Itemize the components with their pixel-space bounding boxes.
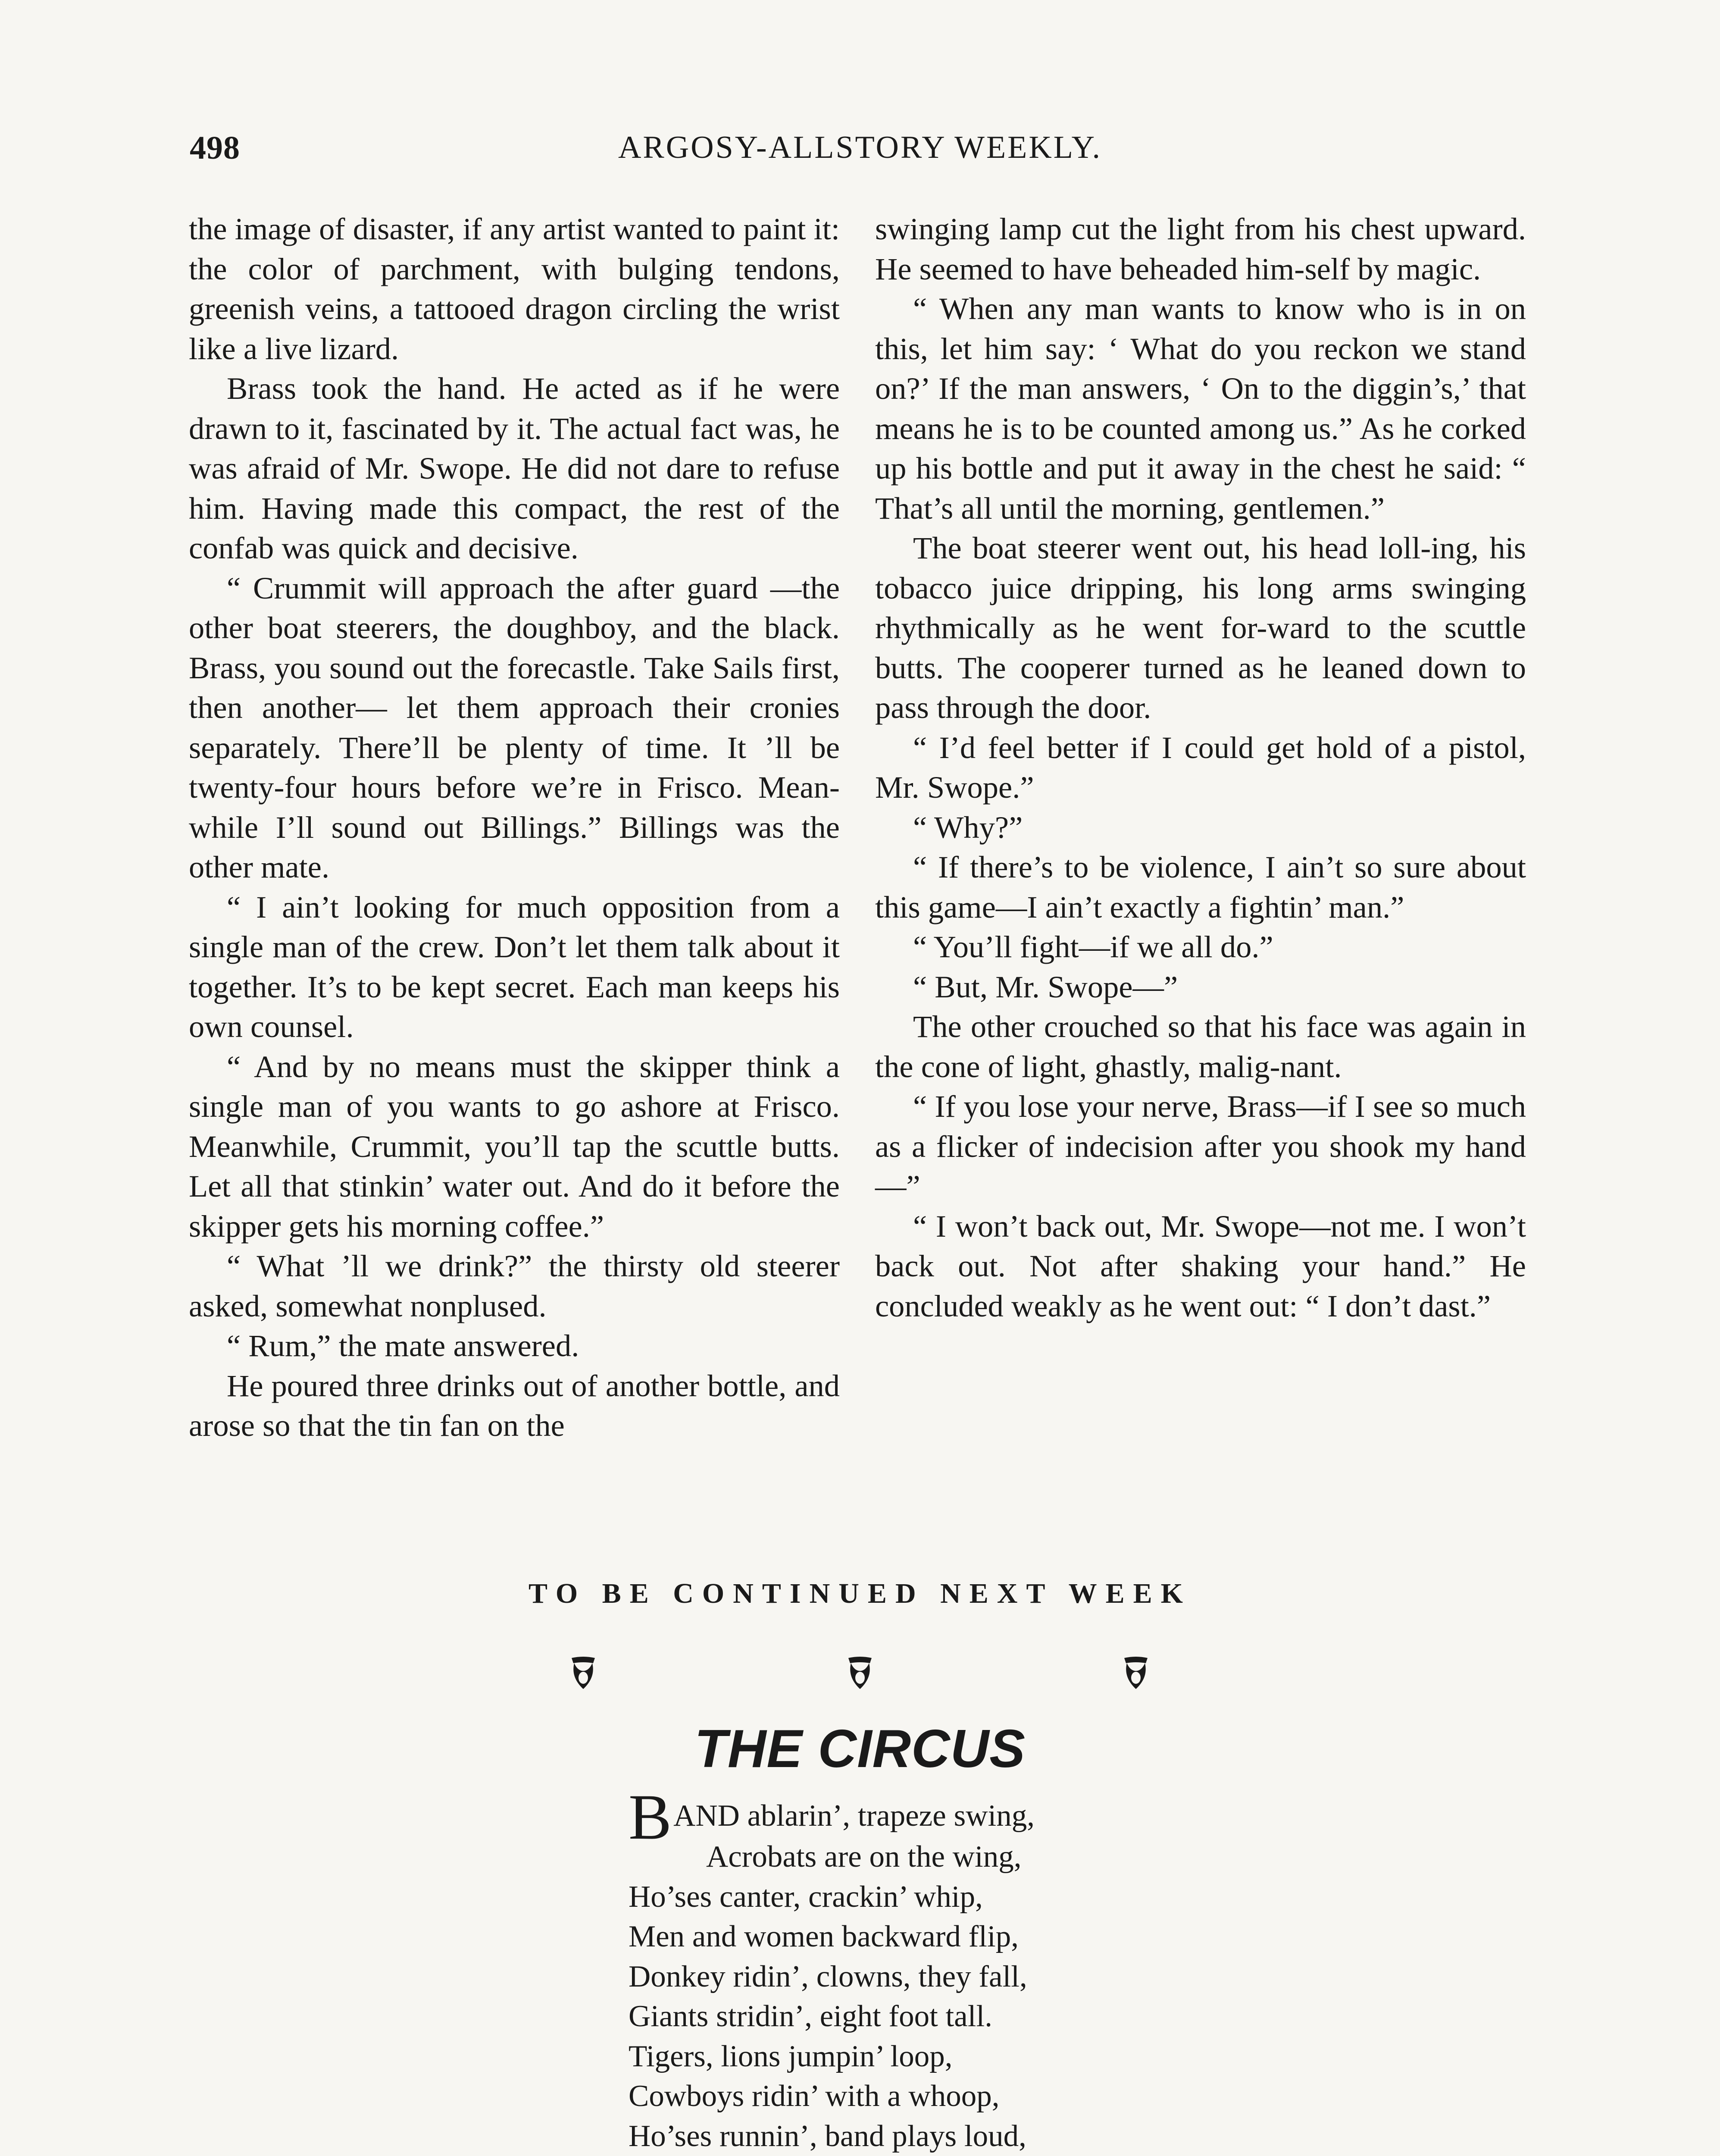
paragraph: “ You’ll fight—if we all do.” [913,929,1273,964]
poem-line: Giants stridin’, eight foot tall. [629,1999,992,2033]
paragraph: “ And by no means must the skipper think a single man of you wants to go ashore at Frisco. Meanwhile, Crummit, you’ll tap the scuttle butts. Let all that stinkin’ water out. And do it before the skipper gets his morning coffee.” [189,1049,840,1244]
paragraph: The other crouched so that his face was again in the cone of light, ghastly, malig-nant. [875,1009,1526,1084]
paragraph: the image of disaster, if any artist wanted to paint it: the color of parchment, with bulging tendons, greenish veins, a tattooed dragon circling the wrist like a live lizard. [189,211,840,366]
poem-line: Men and women backward flip, [629,1920,1019,1953]
paragraph: “ Why?” [913,809,1023,845]
paragraph: “ Crummit will approach the after guard —the other boat steerers, the doughboy, and the black. Brass, you sound out the forecastle. Take Sails first, then another— let them approach their cronies separately. There’ll be plenty of time. It ’ll be twenty-four hours before we’re in Frisco. Mean-while I’ll sound out Billings.” Billings was the other mate. [189,570,840,884]
paragraph: “ I ain’t looking for much opposition from a single man of the crew. Don’t let them talk about it together. It’s to be kept secret. Each man keeps his own counsel. [189,889,840,1044]
fleuron-icon [845,1654,875,1692]
paragraph: He poured three drinks out of another bottle, and arose so that the tin fan on the [189,1368,840,1443]
page-number: 498 [190,130,240,166]
running-title: ARGOSY-ALLSTORY WEEKLY. [618,130,1102,165]
poem-line [629,1781,1189,1853]
poem-line: Ho’ses canter, crackin’ whip, [629,1880,983,1914]
page-header [190,129,1530,177]
poem-line-text: AND ablarin’, trapeze swing, [673,1799,1035,1833]
poem-line: Ho’ses runnin’, band plays loud, [629,2119,1026,2153]
poem-body [629,1781,1189,2156]
poem-line: Tigers, lions jumpin’ loop, [629,2039,953,2073]
paragraph: “ I won’t back out, Mr. Swope—not me. I won’t back out. Not after shaking your hand.” He concluded weakly as he went out: “ I don’t dast.” [875,1208,1526,1323]
paragraph: The boat steerer went out, his head loll-ing, his tobacco juice dripping, his long arms swinging rhythmically as he went for-ward to the scuttle butts. The cooperer turned as he leaned down to pass through the door. [875,530,1526,725]
paragraph: “ I’d feel better if I could get hold of a pistol, Mr. Swope.” [875,730,1526,805]
fleuron-icon [1121,1654,1151,1692]
paragraph: “ If you lose your nerve, Brass—if I see so much as a flicker of indecision after you shook my hand—” [875,1089,1526,1203]
paragraph: swinging lamp cut the light from his chest upward. He seemed to have beheaded him-self by magic. [875,211,1526,286]
poem-line: Donkey ridin’, clowns, they fall, [629,1959,1027,1993]
paragraph: “ When any man wants to know who is in on this, let him say: ‘ What do you reckon we stand on?’ If the man answers, ‘ On to the diggin’s,’ that means he is to be counted among us.” As he corked up his bottle and put it away in the chest he said: “ That’s all until the morning, gentlemen.” [875,291,1526,526]
paragraph: “ What ’ll we drink?” the thirsty old steerer asked, somewhat nonplused. [189,1248,840,1323]
paragraph: “ But, Mr. Swope—” [913,969,1178,1004]
continued-notice: TO BE CONTINUED NEXT WEEK [529,1578,1191,1609]
paragraph: “ Rum,” the mate answered. [227,1328,579,1363]
fleuron-icon [568,1654,598,1692]
left-column [189,209,840,1446]
paragraph: Brass took the hand. He acted as if he were drawn to it, fascinated by it. The actual fact was, he was afraid of Mr. Swope. He did not dare to refuse him. Having made this compact, the rest of the confab was quick and decisive. [189,371,840,565]
drop-cap: B [629,1781,672,1853]
poem-line: Acrobats are on the wing, [706,1840,1022,1874]
ornament-row [0,1654,1720,1697]
poem-title: THE CIRCUS [694,1719,1026,1779]
right-column [875,209,1526,1326]
paragraph: “ If there’s to be violence, I ain’t so sure about this game—I ain’t exactly a fightin’ man.” [875,849,1526,924]
poem-line: Cowboys ridin’ with a whoop, [629,2079,1000,2113]
